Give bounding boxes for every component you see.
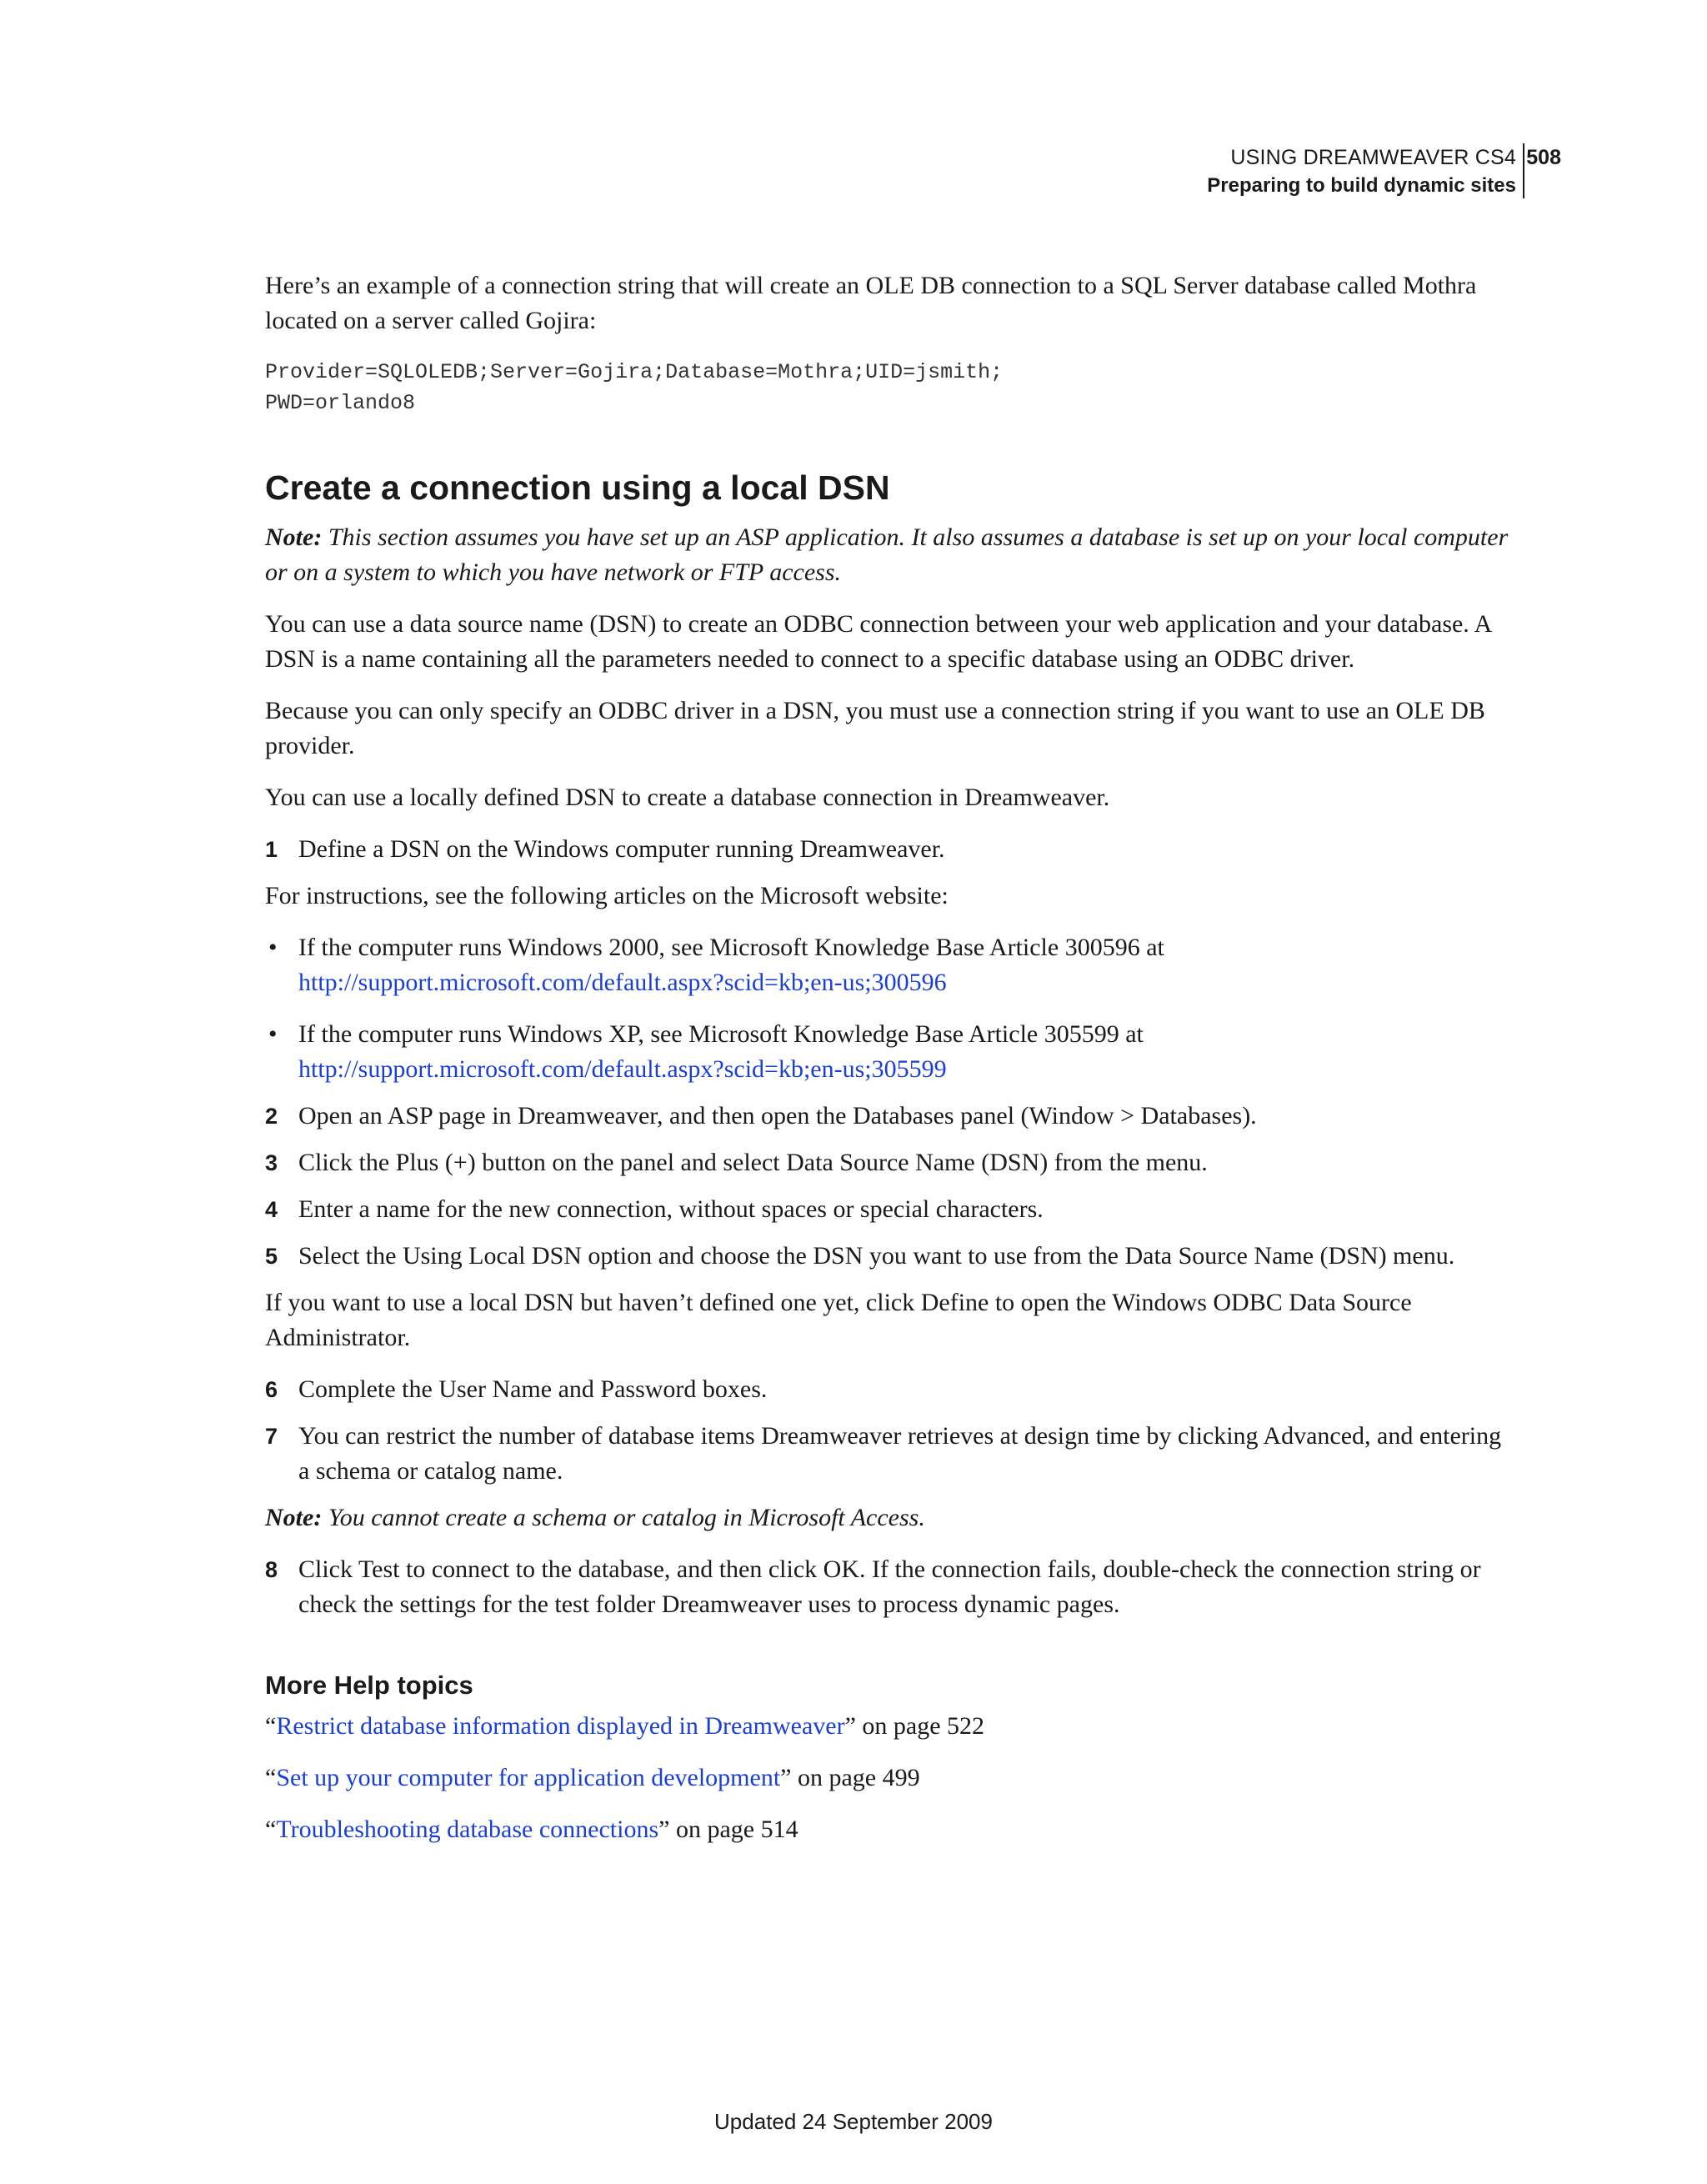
step-7 [265, 1419, 1509, 1489]
kb-305599-link[interactable]: http://support.microsoft.com/default.aspx?scid=kb;en-us;305599 [298, 1055, 947, 1083]
bullet-item-windows-xp [265, 1017, 1509, 1087]
header-text [1207, 143, 1516, 200]
step-1 [265, 832, 1509, 867]
note-label: Note: [265, 1504, 323, 1531]
step-text: Open an ASP page in Dreamweaver, and then open the Databases panel (Window > Databases). [298, 1102, 1257, 1130]
paragraph-odbc-driver: Because you can only specify an ODBC driver in a DSN, you must use a connection string if you want to use an OLE DB provider. [265, 697, 1485, 759]
restrict-database-info-link[interactable]: Restrict database information displayed in Dreamweaver [276, 1712, 845, 1740]
bullet-dot: • [268, 934, 278, 961]
help-topic-setup [265, 1761, 1509, 1796]
more-help-heading: More Help topics [265, 1671, 473, 1700]
page-header [894, 143, 1561, 202]
step-number: 8 [265, 1557, 278, 1582]
page-reference: ” on page 522 [844, 1712, 985, 1740]
bullet-item-windows-2000 [265, 930, 1509, 1000]
page-content [265, 268, 1509, 1847]
step-8 [265, 1552, 1509, 1622]
step-5 [265, 1239, 1509, 1274]
troubleshooting-link[interactable]: Troubleshooting database connections [276, 1816, 659, 1843]
page-reference: ” on page 514 [658, 1816, 798, 1843]
paragraph-local-dsn: You can use a locally defined DSN to create a database connection in Dreamweaver. [265, 784, 1110, 811]
instructions-paragraph: For instructions, see the following articles on the Microsoft website: [265, 882, 949, 909]
step-text: Define a DSN on the Windows computer running Dreamweaver. [298, 835, 945, 863]
connection-string-code [265, 357, 1509, 418]
header-title: USING DREAMWEAVER CS4 [1230, 146, 1516, 169]
step-number: 4 [265, 1197, 278, 1222]
step-number: 5 [265, 1244, 278, 1269]
page-footer: Updated 24 September 2009 [714, 2109, 993, 2134]
step-text: Enter a name for the new connection, without spaces or special characters. [298, 1195, 1044, 1223]
step-number: 7 [265, 1424, 278, 1449]
step-number: 6 [265, 1377, 278, 1402]
step-number: 2 [265, 1104, 278, 1129]
bullet-text: If the computer runs Windows XP, see Microsoft Knowledge Base Article 305599 at [298, 1020, 1144, 1048]
bullet-text: If the computer runs Windows 2000, see Microsoft Knowledge Base Article 300596 at [298, 934, 1164, 961]
note-text: This section assumes you have set up an ASP application. It also assumes a database is set up on your local computer or on a system to which you have network or FTP access. [265, 523, 1509, 586]
step-number: 1 [265, 837, 278, 862]
help-topic-restrict [265, 1709, 1509, 1744]
step-6 [265, 1372, 1509, 1407]
section-heading: Create a connection using a local DSN [265, 468, 890, 507]
step-text: Select the Using Local DSN option and choose the DSN you want to use from the Data Source Name (DSN) menu. [298, 1242, 1455, 1270]
bullet-dot: • [268, 1020, 278, 1048]
paragraph-dsn-intro: You can use a data source name (DSN) to create an ODBC connection between your web application and your database. A DSN is a name containing all the parameters needed to connect to a specific database using an ODBC driver. [265, 610, 1491, 673]
setup-computer-link[interactable]: Set up your computer for application development [276, 1764, 781, 1791]
open-quote: “ [265, 1712, 277, 1740]
step-2 [265, 1099, 1509, 1134]
step-text: Complete the User Name and Password boxes. [298, 1375, 768, 1403]
note-paragraph [265, 520, 1509, 590]
help-topic-troubleshooting [265, 1812, 1509, 1847]
step-3 [265, 1145, 1509, 1180]
code-line: Provider=SQLOLEDB;Server=Gojira;Database=Mothra;UID=jsmith; [265, 360, 1004, 384]
header-divider [1523, 143, 1524, 198]
note-label: Note: [265, 523, 323, 551]
note-text: You cannot create a schema or catalog in Microsoft Access. [322, 1504, 925, 1531]
note-access-paragraph [265, 1500, 1509, 1535]
kb-300596-link[interactable]: http://support.microsoft.com/default.aspx?scid=kb;en-us;300596 [298, 969, 947, 996]
header-subtitle: Preparing to build dynamic sites [1207, 174, 1516, 197]
paragraph-define-dsn: If you want to use a local DSN but haven’t defined one yet, click Define to open the Windows ODBC Data Source Administrator. [265, 1289, 1412, 1351]
open-quote: “ [265, 1816, 277, 1843]
step-text: Click Test to connect to the database, and then click OK. If the connection fails, double-check the connection string or check the settings for the test folder Dreamweaver uses to process dynamic pages. [298, 1555, 1481, 1618]
page-reference: ” on page 499 [780, 1764, 920, 1791]
page-number: 508 [1526, 146, 1561, 169]
code-line: PWD=orlando8 [265, 391, 416, 415]
step-text: You can restrict the number of database items Dreamweaver retrieves at design time by clicking Advanced, and entering a schema or catalog name. [298, 1422, 1502, 1485]
intro-paragraph: Here’s an example of a connection string that will create an OLE DB connection to a SQL Server database called Mothra located on a server called Gojira: [265, 272, 1477, 334]
step-text: Click the Plus (+) button on the panel and select Data Source Name (DSN) from the menu. [298, 1149, 1208, 1176]
step-number: 3 [265, 1150, 278, 1175]
open-quote: “ [265, 1764, 277, 1791]
step-4 [265, 1192, 1509, 1227]
